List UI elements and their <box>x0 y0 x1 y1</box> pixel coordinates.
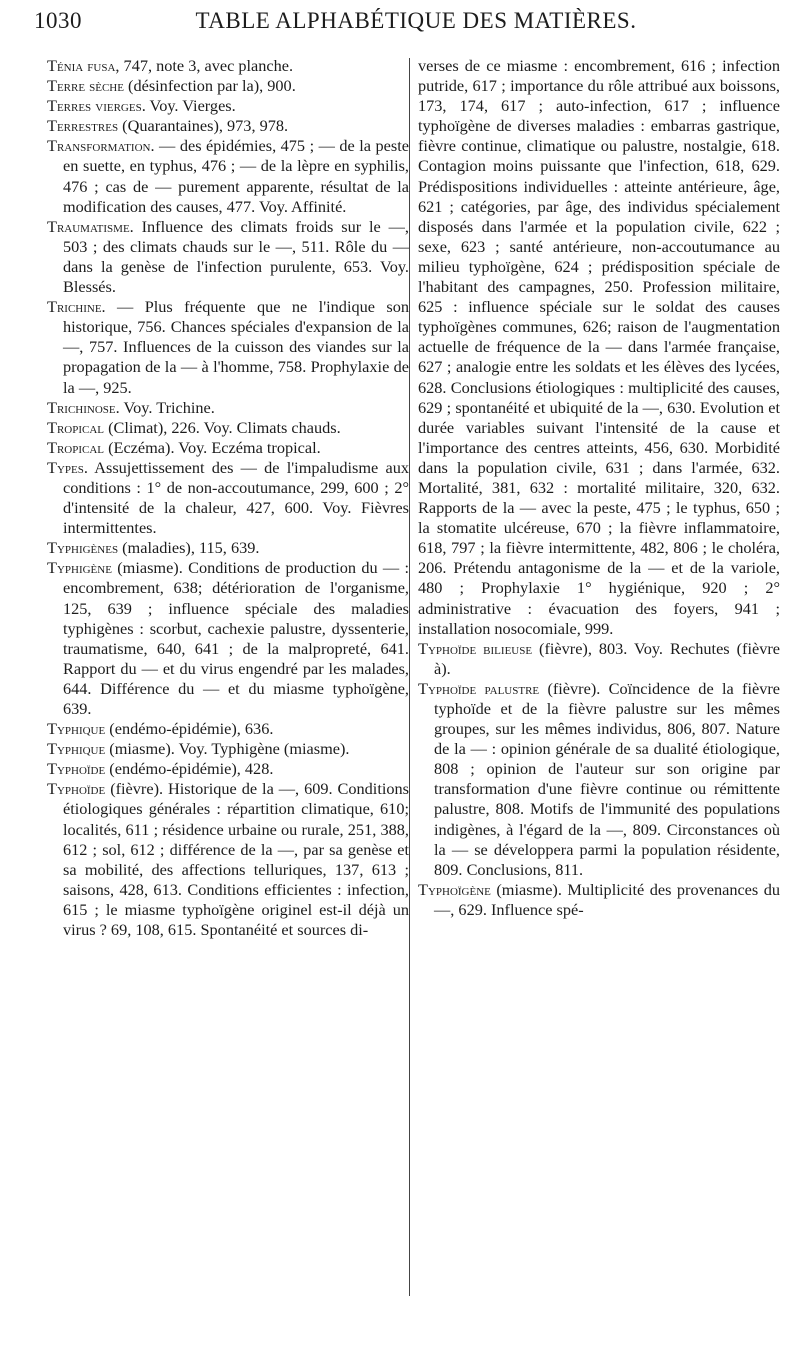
index-entry <box>47 719 409 739</box>
index-entry <box>47 398 409 418</box>
entry-body: (Quarantaines), 973, 978. <box>118 116 289 136</box>
entry-heading: Typhique <box>47 719 106 739</box>
index-entry <box>47 558 409 719</box>
index-entry <box>47 779 409 940</box>
entry-body: (désinfection par la), 900. <box>123 76 296 96</box>
entry-heading: Typhigènes <box>47 538 119 558</box>
entry-body: — des épidémies, 475 ; — de la peste en suette, en typhus, 476 ; — de la lèpre en syphilis, 476 ; cas de — purement apparente, résultat de la modification des causes, 477. Voy. Affinité. <box>63 136 409 216</box>
entry-body: (maladies), 115, 639. <box>118 538 260 558</box>
index-entry <box>47 217 409 297</box>
page-number: 1030 <box>34 8 82 33</box>
entry-body: (miasme). Voy. Typhigène (miasme). <box>105 739 350 759</box>
entry-heading: Traumatisme. <box>47 216 134 236</box>
entry-heading: Typhoïde <box>47 759 106 779</box>
entry-heading: Typhoïde <box>47 779 106 799</box>
index-entry <box>47 739 409 759</box>
index-entry <box>47 297 409 397</box>
entry-heading: Trichine. <box>47 297 106 317</box>
entry-body: (endémo-épidémie), 428. <box>105 759 274 779</box>
page-title: TABLE ALPHABÉTIQUE DES MATIÈRES. <box>195 8 637 33</box>
column-divider <box>409 58 410 1296</box>
left-column <box>47 56 409 940</box>
index-entry <box>47 136 409 216</box>
entry-body: (Climat), 226. Voy. Climats chauds. <box>104 417 341 437</box>
index-entry <box>47 759 409 779</box>
entry-body: (endémo-épidémie), 636. <box>105 719 274 739</box>
entry-body: (miasme). Conditions de production du — : encombrement, 638; détérioration de l'organisme, 125, 639 ; influence spéciale des maladies typhigènes : scorbut, cachexie palustre, dyssenterie, traumatisme, 640, 641 ; de la malpropreté, 641. Rapport du — et du virus engendré par les malades, 644. Différence du — et du miasme typhoïgène, 639. <box>63 558 409 718</box>
index-entry <box>47 418 409 438</box>
entry-heading: Terrestres <box>47 116 119 136</box>
right-column <box>418 56 780 920</box>
entry-heading: Tropical <box>47 437 105 457</box>
entry-heading: Typhigène <box>47 558 112 578</box>
entry-body: (fièvre), 803. Voy. Rechutes (fièvre à). <box>434 638 780 678</box>
index-entry <box>47 438 409 458</box>
entry-body: verses de ce miasme : encombrement, 616 ; infection putride, 617 ; importance du rôle attribué aux boissons, 173, 174, 617 ; auto-infection, 617 ; influence typhoïgène de diverses maladies : embarras gastrique, fièvre continue, climatique ou palustre, nostalgie, 618. Contagion moins puissante que l'infection, 618, 629. Prédispositions individuelles : atteinte antérieure, âge, 621 ; catégories, par âge, des individus spécialement disposés dans l'armée et la population civile, 622 ; sexe, 623 ; santé antérieure, non-accoutumance au milieu typhoïgène, 624 ; prédisposition spéciale de l'habitant des campagnes, 250. Profession militaire, 625 : influence spéciale sur le soldat des causes typhoïgènes communes, 626; raison de l'augmentation actuelle de fréquence de la — dans l'armée française, 627 ; analogie entre les soldats et les élèves des lycées, 628. Conclusions étiologiques : multiplicité des causes, 629 ; spontanéité et ubiquité de la —, 630. Evolution et durée variables suivant l'intensité de la cause et l'importance des centres atteints, 456, 630. Morbidité dans la population civile, 631 ; dans l'armée, 632. Mortalité, 381, 632 : mortalité militaire, 320, 632. Rapports de la — avec la peste, 475 ; le typhus, 650 ; la stomatite ulcéreuse, 670 ; la fièvre inflammatoire, 618, 797 ; la fièvre intermittente, 482, 806 ; le choléra, 206. Prétendu antagonisme de la — et de la variole, 480 ; Prophylaxie 1° hygiénique, 920 ; 2° administrative : évacuation des foyers, 941 ; installation nosocomiale, 999. <box>418 56 780 638</box>
index-entry <box>47 96 409 116</box>
index-entry <box>47 56 409 76</box>
index-entry <box>418 679 780 880</box>
entry-body: Voy. Vierges. <box>145 96 236 116</box>
entry-heading: Typhoïde palustre <box>418 678 540 698</box>
index-entry <box>418 880 780 920</box>
entry-body: 747, note 3, avec planche. <box>119 56 294 75</box>
entry-heading: Typhoïgène <box>418 879 491 899</box>
entry-heading: Transformation. <box>47 136 155 156</box>
entry-heading: Trichinose. <box>47 397 120 417</box>
entry-body: (Eczéma). Voy. Eczéma tropical. <box>104 437 321 457</box>
index-entry <box>47 116 409 136</box>
entry-heading: Types. <box>47 457 88 477</box>
entry-heading: Typhoïde bilieuse <box>418 638 533 658</box>
entry-body: Voy. Trichine. <box>119 397 215 417</box>
entry-heading: Terre sèche <box>47 76 124 96</box>
index-entry <box>47 458 409 538</box>
entry-heading: Typhique <box>47 739 106 759</box>
index-entry <box>418 639 780 679</box>
entry-body: Influence des climats froids sur le —, 503 ; des climats chauds sur le —, 511. Rôle du — dans la genèse de l'infection purulente, 653. Voy. Blessés. <box>63 216 409 297</box>
entry-body: — Plus fréquente que ne l'indique son historique, 756. Chances spéciales d'expansion de la —, 757. Influences de la cuisson des viandes sur la propagation de la — à l'homme, 758. Prophylaxie de la —, 925. <box>63 297 409 397</box>
entry-body: (fièvre). Coïncidence de la fièvre typhoïde et de la fièvre palustre sur les mêmes groupes, sur les mêmes individus, 806, 807. Nature de la — : opinion générale de sa dualité étiologique, 808 ; opinion de l'auteur sur son origine par transformation d'une fièvre continue ou rémittente palustre, 808. Motifs de l'immunité des populations indigènes, à l'égard de la —, 809. Circonstances où la — se développera parmi la population résidente, 809. Conclusions, 811. <box>434 678 780 879</box>
entry-body: Assujettissement des — de l'impaludisme aux conditions : 1° de non-accoutumance, 299, 600 ; 2° d'intensité de la chaleur, 427, 600. Voy. Fièvres intermittentes. <box>63 457 409 538</box>
page-header <box>34 8 769 48</box>
index-entry <box>418 56 780 639</box>
entry-body: (fièvre). Historique de la —, 609. Conditions étiologiques générales : répartition climatique, 610; localités, 611 ; résidence urbaine ou rurale, 251, 388, 612 ; sol, 612 ; différence de la —, par sa genèse et sa mobilité, des affections telluriques, 137, 613 ; saisons, 428, 613. Conditions efficientes : infection, 615 ; le miasme typhoïgène originel est-il déjà un virus ? 69, 108, 615. Spontanéité et sources di- <box>63 779 409 940</box>
entry-body: (miasme). Multiplicité des provenances du —, 629. Influence spé- <box>434 879 780 919</box>
index-entry <box>47 76 409 96</box>
entry-heading: Ténia fusa, <box>47 56 120 75</box>
entry-heading: Tropical <box>47 417 105 437</box>
index-entry <box>47 538 409 558</box>
entry-heading: Terres vierges. <box>47 96 146 116</box>
